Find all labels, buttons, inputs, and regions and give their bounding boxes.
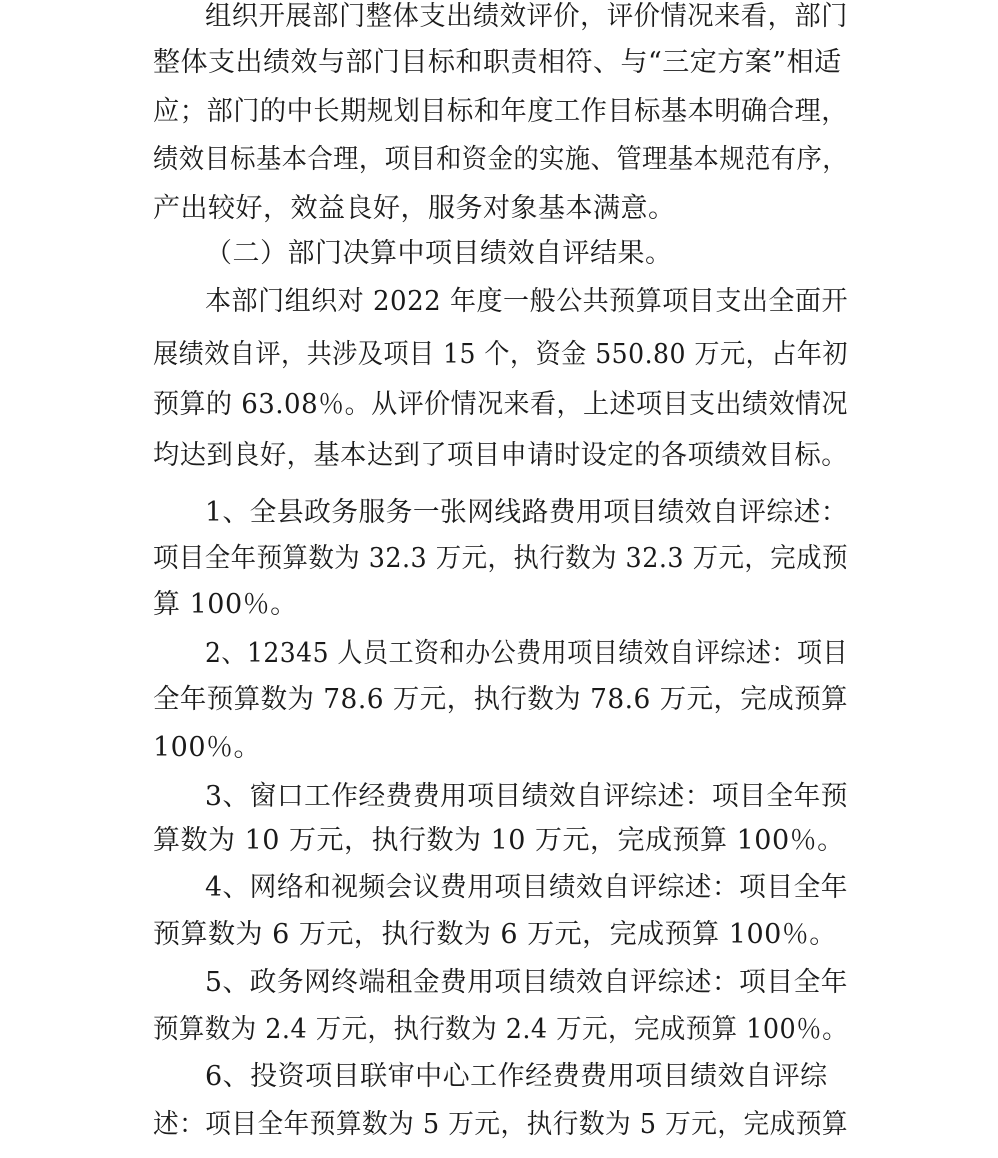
text-line: 4、网络和视频会议费用项目绩效自评综述：项目全年 (205, 872, 848, 903)
text-line: 100％。 (153, 732, 262, 763)
text-line: 本部门组织对 2022 年度一般公共预算项目支出全面开 (205, 286, 849, 317)
text-line: 6、投资项目联审中心工作经费费用项目绩效自评综 (205, 1061, 828, 1092)
text-line: 预算的 63.08％。从评价情况来看，上述项目支出绩效情况 (153, 389, 848, 420)
text-line: 项目全年预算数为 32.3 万元，执行数为 32.3 万元，完成预 (153, 543, 848, 574)
text-line: 均达到良好，基本达到了项目申请时设定的各项绩效目标。 (153, 440, 848, 471)
text-line: 展绩效自评，共涉及项目 15 个，资金 550.80 万元，占年初 (153, 339, 849, 370)
section-heading: （二）部门决算中项目绩效自评结果。 (205, 238, 673, 269)
text-line: 整体支出绩效与部门目标和职责相符、与“三定方案”相适 (153, 47, 842, 78)
text-line: 预算数为 6 万元，执行数为 6 万元，完成预算 100％。 (153, 919, 837, 950)
text-line: 3、窗口工作经费费用项目绩效自评综述：项目全年预 (205, 781, 848, 812)
text-line: 算 100％。 (153, 589, 298, 620)
text-line: 产出较好，效益良好，服务对象基本满意。 (153, 193, 676, 224)
text-line: 5、政务网终端租金费用项目绩效自评综述：项目全年 (205, 967, 848, 998)
text-line: 组织开展部门整体支出绩效评价，评价情况来看，部门 (205, 1, 848, 32)
text-line: 绩效目标基本合理，项目和资金的实施、管理基本规范有序， (153, 144, 848, 175)
text-line: 预算数为 2.4 万元，执行数为 2.4 万元，完成预算 100％。 (153, 1014, 849, 1045)
text-line: 全年预算数为 78.6 万元，执行数为 78.6 万元，完成预算 (153, 684, 849, 715)
text-line: 述：项目全年预算数为 5 万元，执行数为 5 万元，完成预算 (153, 1109, 849, 1140)
text-line: 1、全县政务服务一张网线路费用项目绩效自评综述： (205, 497, 848, 528)
text-line: 算数为 10 万元，执行数为 10 万元，完成预算 100％。 (153, 825, 845, 856)
text-line: 应；部门的中长期规划目标和年度工作目标基本明确合理， (153, 96, 848, 127)
text-line: 2、12345 人员工资和办公费用项目绩效自评综述：项目 (205, 638, 848, 669)
